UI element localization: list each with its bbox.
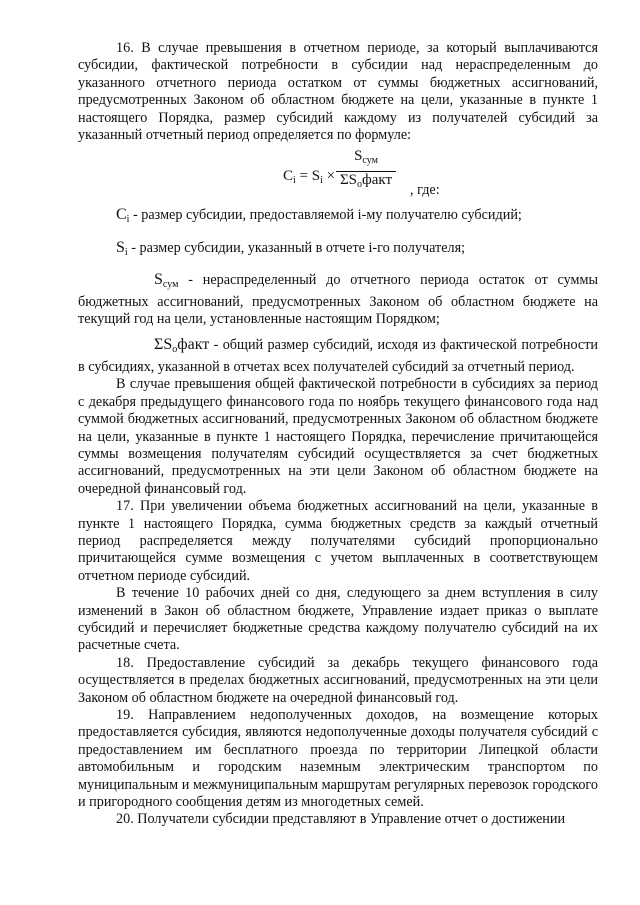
paragraph-17: 17. При увеличении объема бюджетных ассигнований на цели, указанные в пункте 1 настоящего Порядка, сумма бюджетных средств за каждый отчетный период распределяется между получателями субсидий пропорционально причитающейся сумме возмещения с учетом выплаченных в соответствующем отчетном периоде субсидий. (78, 498, 598, 584)
document-page (78, 40, 598, 829)
formula-denominator: $\Sigma S_oфакт$ (339, 171, 393, 190)
formula-where: , где: (410, 182, 440, 199)
definition-si: $S_i$ - размер субсидии, указанный в отчете i-го получателя; (116, 238, 466, 258)
formula-numerator: $S_{сум}$ (336, 148, 396, 171)
definition-sfakt: $\Sigma S_oфакт$ - общий размер субсидий, исходя из фактической потребности в субсидиях, указанной в отчетах всех получателей субсидий за отчетный период. (78, 336, 598, 375)
definition-ci: $C_i$ - размер субсидии, предоставляемой i-му получателю субсидий; (116, 206, 522, 226)
paragraph-16: 16. В случае превышения в отчетном периоде, за который выплачиваются субсидии, фактической потребности в субсидии над нераспределенным до указанного отчетного периода остатком от суммы бюджетных ассигнований, предусмотренных Законом об областном бюджете на цели, указанные в пункте 1 настоящего Порядка, размер субсидий каждому из получателей субсидий за указанный отчетный период определяется по формуле: (78, 40, 598, 144)
definition-ssum: $S_{сум}$ - нераспределенный до отчетного периода остаток от суммы бюджетных ассигнований, предусмотренных Законом об областном бюджете на текущий год на цели, установленные настоящим Порядком; (78, 271, 598, 328)
formula-left: $C_i = S_i$ × (283, 168, 336, 187)
paragraph-19: 19. Направлением недополученных доходов, на возмещение которых предоставляется субсидия, являются недополученные доходы получателя субсидий с предоставлением им бесплатного проезда по территории Липецкой области автомобильным и городским наземным электрическим транспортом по муниципальным и межмуниципальным маршрутам регулярных перевозок городского и пригородного сообщения детям из многодетных семей. (78, 707, 598, 811)
paragraph-20: 20. Получатели субсидии представляют в Управление отчет о достижении (116, 811, 566, 828)
formula-fraction (336, 148, 396, 193)
paragraph-16-continued: В случае превышения общей фактической потребности в субсидиях за период с декабря предыдущего финансового года по ноябрь текущего финансового года над суммой бюджетных ассигнований, предусмотренных Законом об областном бюджете на цели, указанные в пункте 1 настоящего Порядка, перечисление причитающейся суммы возмещения получателям субсидий осуществляется за счет бюджетных ассигнований, предусмотренных на эти цели Законом об областном бюджете на очередной финансовый год. (78, 376, 598, 497)
paragraph-17-continued: В течение 10 рабочих дней со дня, следующего за днем вступления в силу изменений в Закон об областном бюджете, Управление издает приказ о выплате субсидий и перечисляет бюджетные средства каждому получателю субсидий на их расчетные счета. (78, 585, 598, 654)
formula (78, 146, 598, 202)
paragraph-18: 18. Предоставление субсидий за декабрь текущего финансового года осуществляется в пределах бюджетных ассигнований, предусмотренных на эти цели Законом об областном бюджете на очередной финансовый год. (78, 654, 598, 706)
